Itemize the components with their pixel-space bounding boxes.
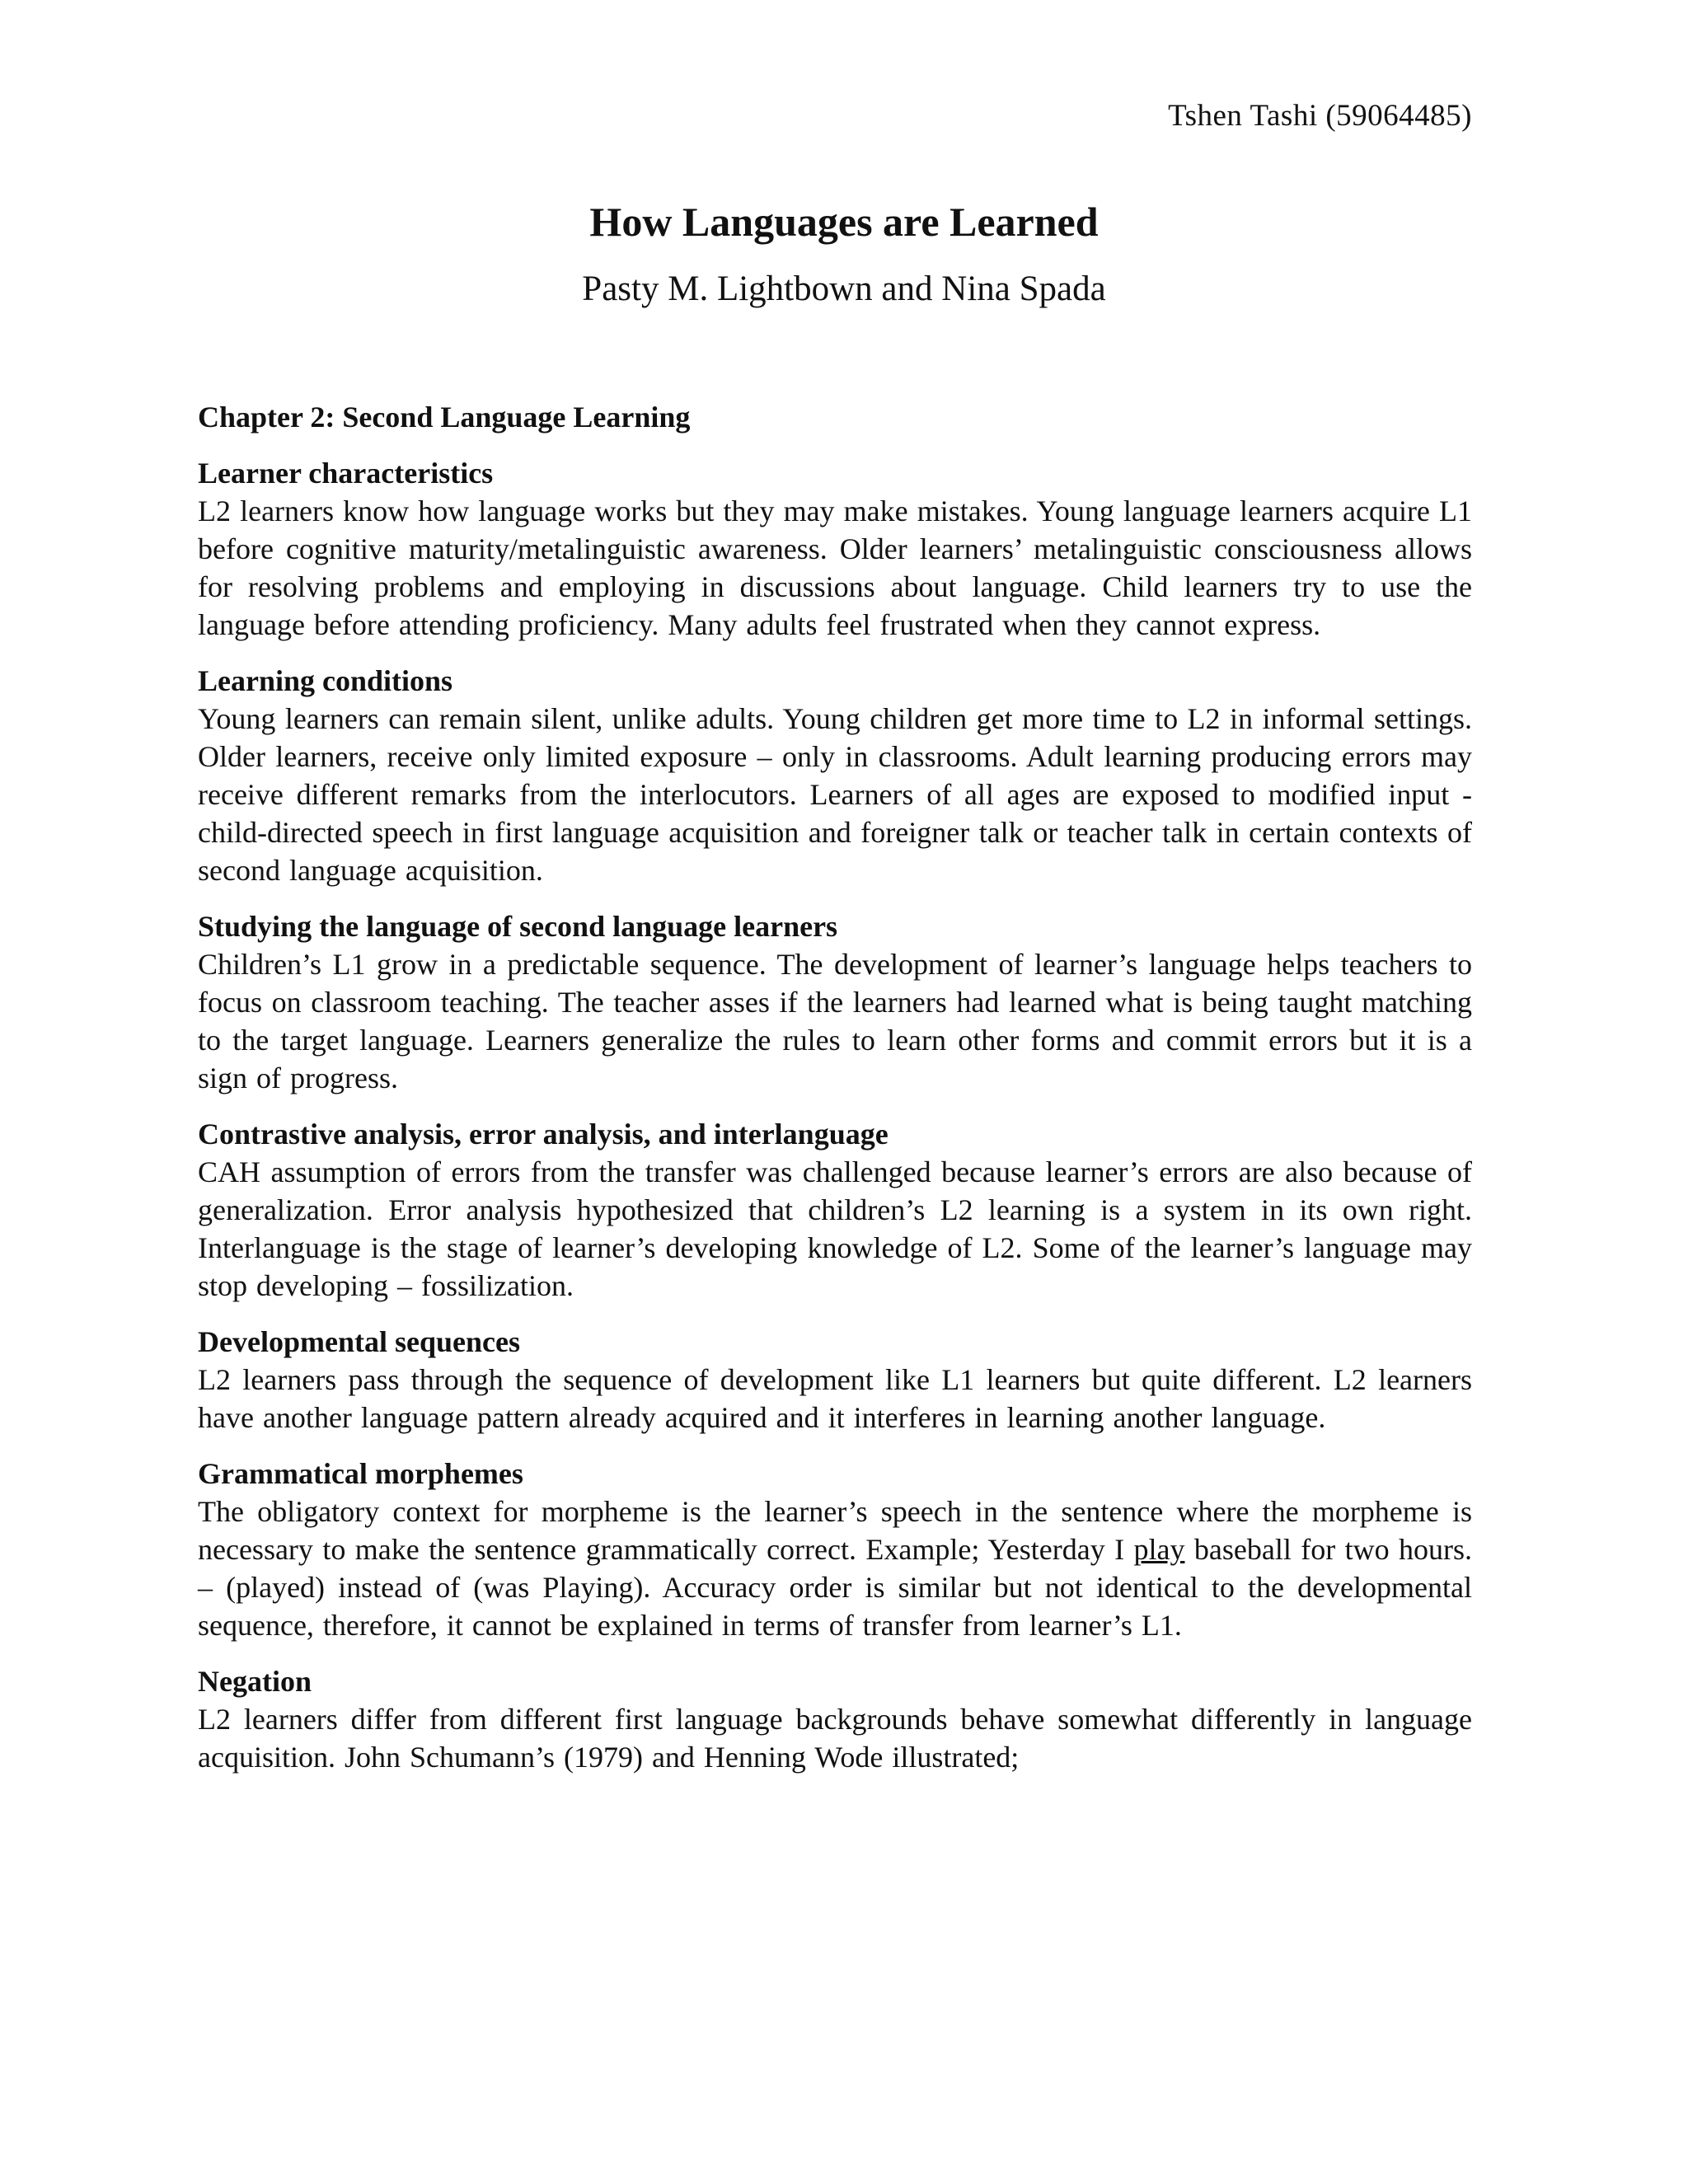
- section-body: L2 learners differ from different first language backgrounds behave somewhat differently in language acquisition. John Schumann’s (1979) and Henning Wode illustrated;: [198, 1703, 1472, 1774]
- section-body: L2 learners pass through the sequence of development like L1 learners but quite different. L2 learners have another language pattern already acquired and it interferes in learning another language.: [198, 1363, 1472, 1434]
- section-learner-characteristics: [198, 454, 1472, 644]
- section-developmental-sequences: [198, 1323, 1472, 1436]
- section-studying-language: [198, 907, 1472, 1097]
- section-contrastive-analysis: [198, 1115, 1472, 1305]
- section-body: L2 learners know how language works but they may make mistakes. Young language learners acquire L1 before cognitive maturity/metalinguistic awareness. Older learners’ metalinguistic consciousness allows for resolving problems and employing in discussions about language. Child learners try to use the language before attending proficiency. Many adults feel frustrated when they cannot express.: [198, 494, 1472, 641]
- document-title: How Languages are Learned: [589, 199, 1099, 245]
- document-body: [198, 398, 1472, 1794]
- section-grammatical-morphemes: [198, 1455, 1472, 1644]
- section-body: CAH assumption of errors from the transfer was challenged because learner’s errors are also because of generalization. Error analysis hypothesized that children’s L2 learning is a system in its own right. Interlanguage is the stage of learner’s developing knowledge of L2. Some of the learner’s language may stop developing – fossilization.: [198, 1155, 1472, 1302]
- section-heading: Learning conditions: [198, 664, 453, 697]
- section-body: Children’s L1 grow in a predictable sequence. The development of learner’s language helps teachers to focus on classroom teaching. The teacher asses if the learners had learned what is being taught matching to the target language. Learners generalize the rules to learn other forms and commit errors but it is a sign of progress.: [198, 948, 1472, 1094]
- section-heading: Grammatical morphemes: [198, 1457, 523, 1490]
- section-heading: Contrastive analysis, error analysis, and interlanguage: [198, 1118, 889, 1151]
- section-heading: Negation: [198, 1665, 312, 1698]
- section-heading: Learner characteristics: [198, 457, 494, 490]
- document-authors: Pasty M. Lightbown and Nina Spada: [582, 269, 1106, 308]
- section-body: Young learners can remain silent, unlike adults. Young children get more time to L2 in informal settings. Older learners, receive only limited exposure – only in classrooms. Adult learning producing errors may receive different remarks from the interlocutors. Learners of all ages are exposed to modified input -child-directed speech in first language acquisition and foreigner talk or teacher talk in certain contexts of second language acquisition.: [198, 702, 1472, 887]
- section-learning-conditions: [198, 662, 1472, 889]
- author-id: Tshen Tashi (59064485): [1168, 99, 1472, 133]
- body-text: The obligatory context for morpheme is the learner’s speech in the sentence where the morpheme is necessary to make the sentence grammatically correct. Example; Yesterday I: [198, 1495, 1472, 1566]
- section-negation: [198, 1662, 1472, 1776]
- section-heading: Studying the language of second language learners: [198, 910, 838, 943]
- underlined-word: play: [1133, 1533, 1185, 1566]
- chapter-heading: Chapter 2: Second Language Learning: [198, 401, 691, 434]
- body-text: baseball for two hours. – (played) instead of (was Playing). Accuracy order is similar but not identical to the developmental sequence, therefore, it cannot be explained in terms of transfer from learner’s L1.: [198, 1533, 1472, 1642]
- section-body: [198, 1493, 1472, 1644]
- section-heading: Developmental sequences: [198, 1325, 520, 1358]
